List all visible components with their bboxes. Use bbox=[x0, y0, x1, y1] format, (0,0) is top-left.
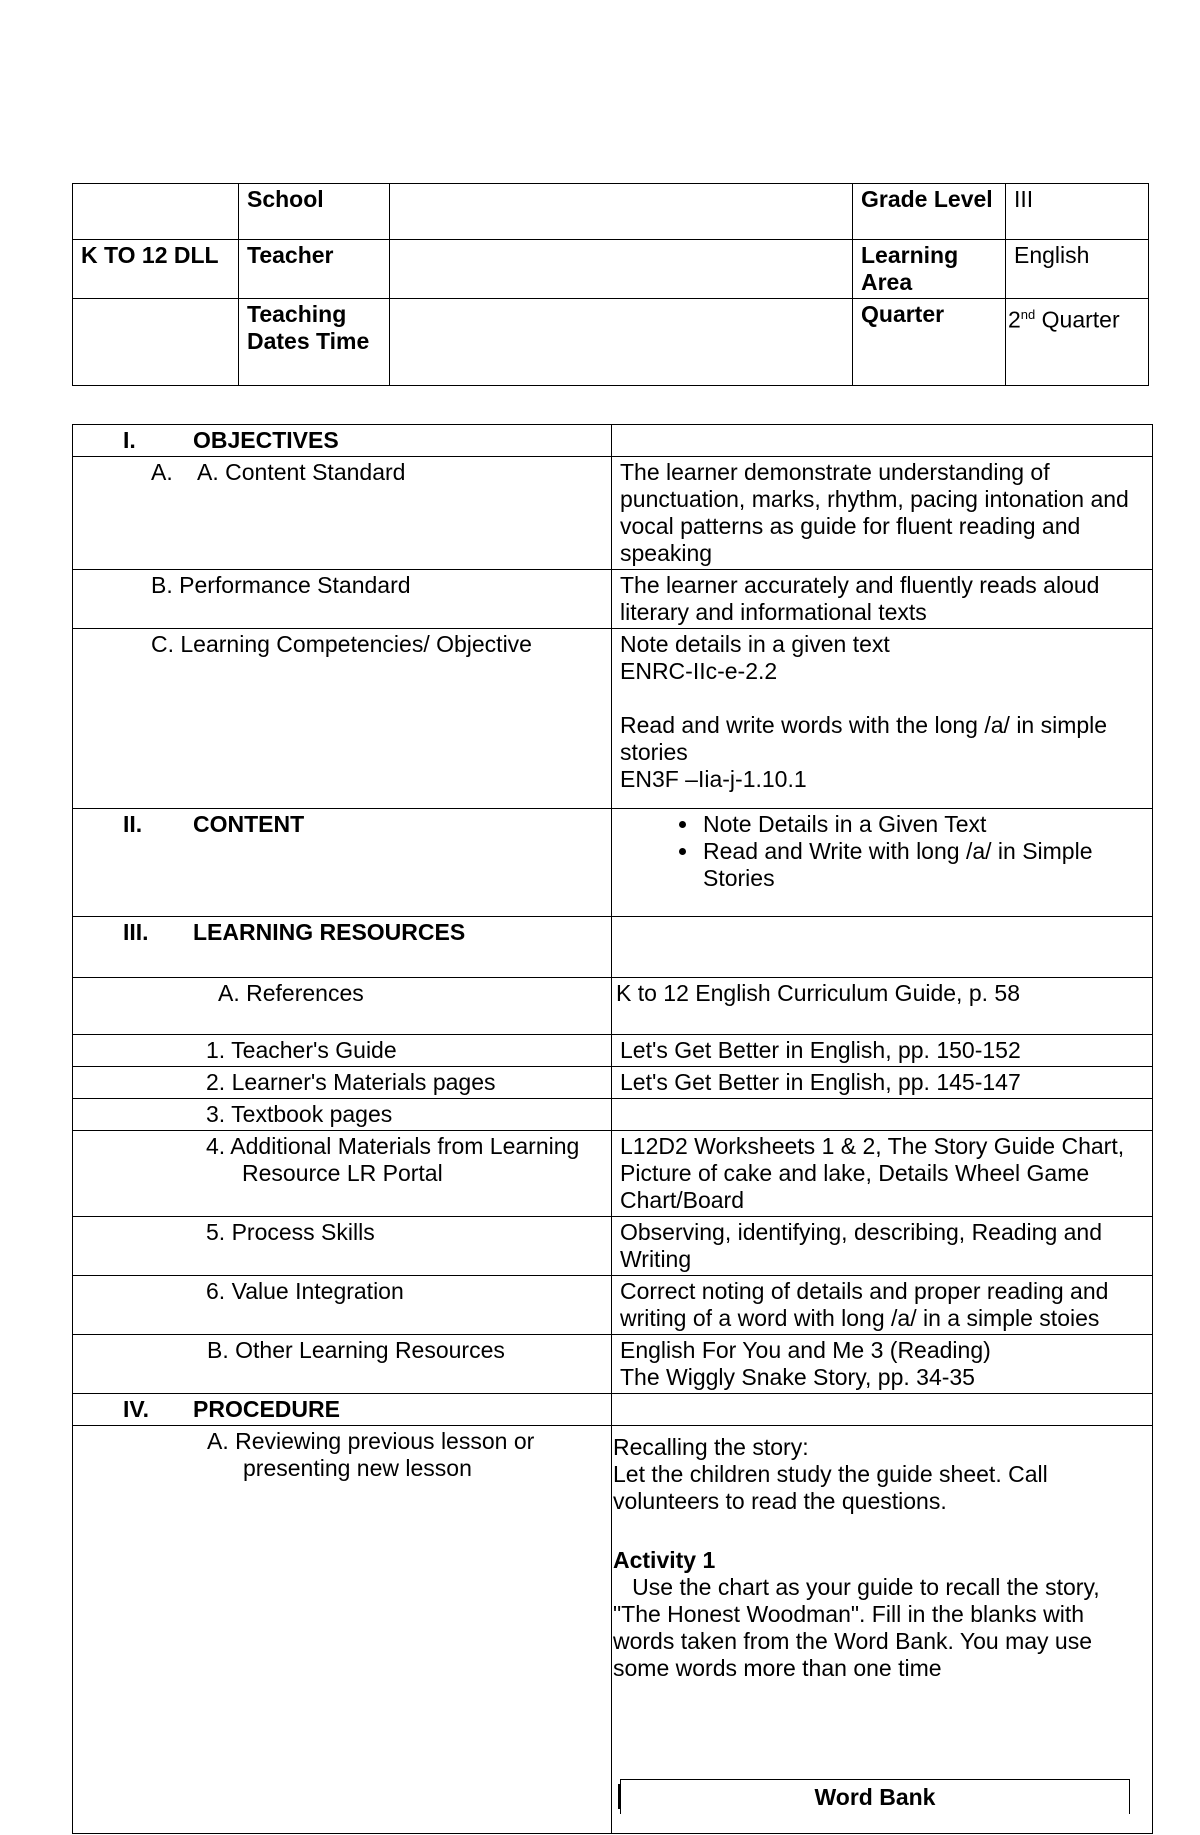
section-number: IV. bbox=[123, 1396, 150, 1422]
section-title: CONTENT bbox=[193, 811, 305, 837]
process-skills-label: 5. Process Skills bbox=[73, 1217, 612, 1276]
teacher-value bbox=[390, 240, 853, 299]
content-list bbox=[620, 811, 1144, 892]
competency-1-code: ENRC-IIc-e-2.2 bbox=[620, 658, 778, 684]
objectives-empty bbox=[612, 425, 1153, 457]
competency-1: Note details in a given text bbox=[620, 631, 890, 657]
competencies-value bbox=[612, 629, 1153, 809]
word-bank-title: Word Bank bbox=[814, 1784, 936, 1810]
additional-materials-value: L12D2 Worksheets 1 & 2, The Story Guide Chart, Picture of cake and lake, Details Wheel Game Chart/Board bbox=[612, 1131, 1153, 1217]
header-table bbox=[72, 183, 1149, 386]
additional-materials-line-2: Resource LR Portal bbox=[242, 1160, 443, 1186]
competency-2-code: EN3F –Iia-j-1.10.1 bbox=[620, 766, 807, 792]
value-integration-value: Correct noting of details and proper reading and writing of a word with long /a/ in a simple stoies bbox=[612, 1276, 1153, 1335]
section-title: LEARNING RESOURCES bbox=[193, 919, 466, 945]
section-number: I. bbox=[123, 427, 136, 453]
grade-level-label: Grade Level bbox=[853, 184, 1006, 240]
section-number: II. bbox=[123, 811, 143, 837]
content-heading bbox=[73, 809, 612, 917]
dll-cell-bottom bbox=[73, 299, 239, 386]
other-resource-1: English For You and Me 3 (Reading) bbox=[620, 1337, 991, 1363]
procedure-empty bbox=[612, 1394, 1153, 1426]
review-label-line-2: presenting new lesson bbox=[243, 1455, 472, 1481]
section-number: III. bbox=[123, 919, 149, 945]
teaching-dates-label: Teaching Dates Time bbox=[239, 299, 390, 386]
activity-text: Use the chart as your guide to recall the story, "The Honest Woodman". Fill in the blanks with words taken from the Word Bank. You may use some words more than one time bbox=[613, 1574, 1107, 1681]
content-standard-value: The learner demonstrate understanding of punctuation, marks, rhythm, pacing intonation and vocal patterns as guide for fluent reading and speaking bbox=[612, 457, 1153, 570]
dll-label: K TO 12 DLL bbox=[73, 240, 239, 299]
school-label: School bbox=[239, 184, 390, 240]
grade-level-value: III bbox=[1006, 184, 1149, 240]
section-title: OBJECTIVES bbox=[193, 427, 339, 453]
teachers-guide-label: 1. Teacher's Guide bbox=[73, 1035, 612, 1067]
review-label-line-1: A. Reviewing previous lesson or bbox=[207, 1428, 535, 1454]
teachers-guide-value: Let's Get Better in English, pp. 150-152 bbox=[612, 1035, 1153, 1067]
content-standard-label: A. A. Content Standard bbox=[73, 457, 612, 570]
textbook-pages-value bbox=[612, 1099, 1153, 1131]
teaching-dates-value bbox=[390, 299, 853, 386]
activity-title: Activity 1 bbox=[613, 1547, 716, 1573]
section-title: PROCEDURE bbox=[193, 1396, 340, 1422]
quarter-label: Quarter bbox=[853, 299, 1006, 386]
school-value bbox=[390, 184, 853, 240]
review-label bbox=[73, 1426, 612, 1834]
additional-materials-line-1: 4. Additional Materials from Learning bbox=[206, 1133, 580, 1159]
list-item: • Read and Write with long /a/ in Simple Stories bbox=[700, 838, 1144, 892]
review-value bbox=[612, 1426, 1153, 1834]
recall-text: Let the children study the guide sheet. Call volunteers to read the questions. bbox=[613, 1461, 1048, 1514]
quarter-number: 2 bbox=[1008, 306, 1021, 333]
textbook-pages-label: 3. Textbook pages bbox=[73, 1099, 612, 1131]
process-skills-value: Observing, identifying, describing, Reading and Writing bbox=[612, 1217, 1153, 1276]
learners-materials-value: Let's Get Better in English, pp. 145-147 bbox=[612, 1067, 1153, 1099]
list-item: • Note Details in a Given Text bbox=[700, 811, 1144, 838]
performance-standard-label: B. Performance Standard bbox=[73, 570, 612, 629]
value-integration-label: 6. Value Integration bbox=[73, 1276, 612, 1335]
other-resource-2: The Wiggly Snake Story, pp. 34-35 bbox=[620, 1364, 975, 1390]
word-bank-box bbox=[620, 1779, 1130, 1814]
performance-standard-value: The learner accurately and fluently reads aloud literary and informational texts bbox=[612, 570, 1153, 629]
references-label: A. References bbox=[73, 978, 612, 1035]
quarter-value bbox=[1006, 299, 1149, 386]
learning-area-value: English bbox=[1006, 240, 1149, 299]
other-resources-label: B. Other Learning Resources bbox=[73, 1335, 612, 1394]
competency-2: Read and write words with the long /a/ in simple stories bbox=[620, 712, 1108, 765]
learning-area-label: Learning Area bbox=[853, 240, 1006, 299]
teacher-label: Teacher bbox=[239, 240, 390, 299]
quarter-suffix: Quarter bbox=[1035, 306, 1120, 333]
lesson-plan-table bbox=[72, 424, 1153, 1834]
resources-empty bbox=[612, 917, 1153, 978]
objectives-heading bbox=[73, 425, 612, 457]
competencies-label: C. Learning Competencies/ Objective bbox=[73, 629, 612, 809]
other-resources-value bbox=[612, 1335, 1153, 1394]
references-value: K to 12 English Curriculum Guide, p. 58 bbox=[612, 978, 1153, 1035]
resources-heading bbox=[73, 917, 612, 978]
recall-heading: Recalling the story: bbox=[613, 1434, 809, 1460]
additional-materials-label bbox=[73, 1131, 612, 1217]
learners-materials-label: 2. Learner's Materials pages bbox=[73, 1067, 612, 1099]
procedure-heading bbox=[73, 1394, 612, 1426]
content-value bbox=[612, 809, 1153, 917]
dll-cell-top bbox=[73, 184, 239, 240]
quarter-superscript: nd bbox=[1020, 307, 1036, 322]
